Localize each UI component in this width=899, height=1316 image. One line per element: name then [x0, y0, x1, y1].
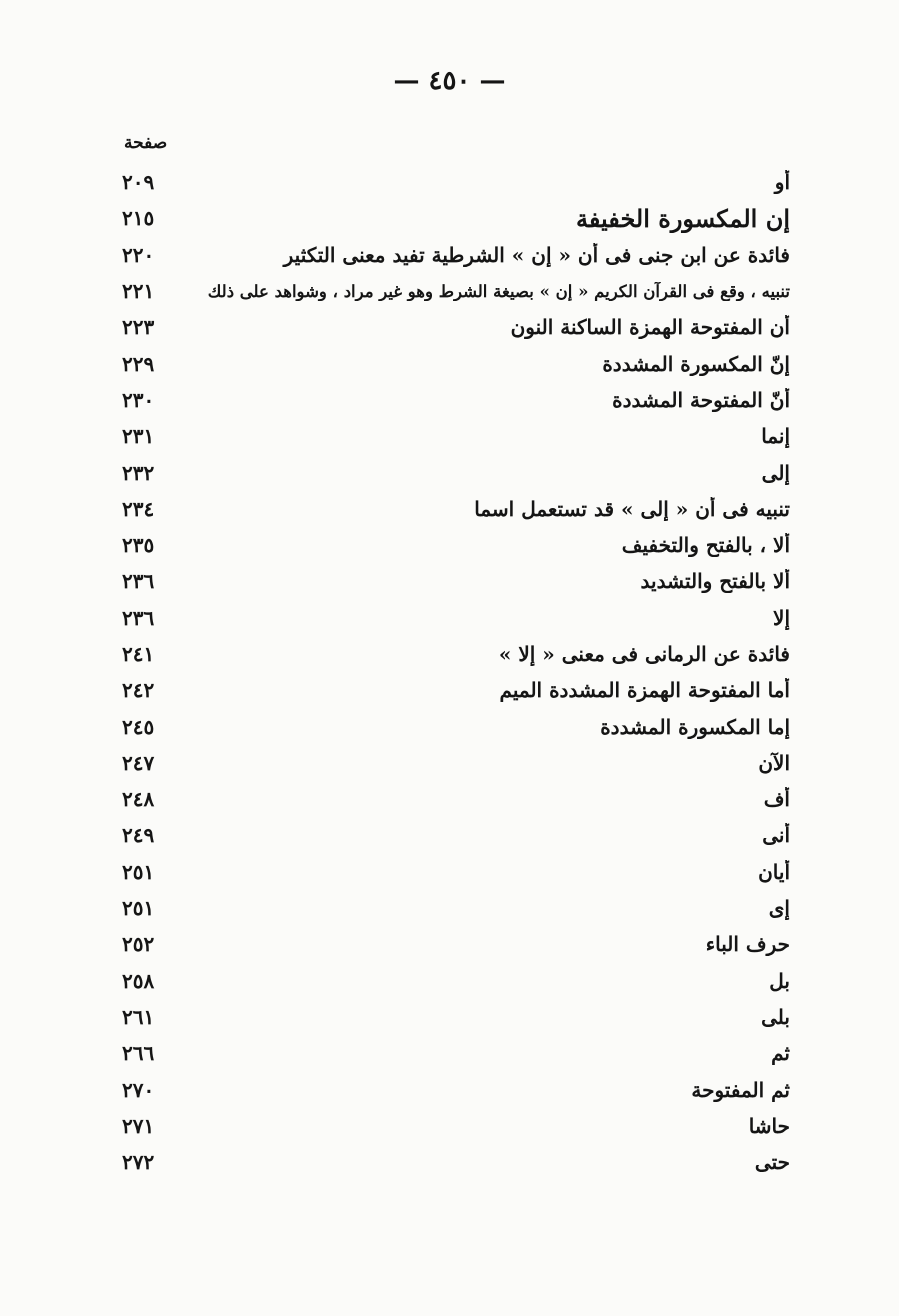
index-entry: [110, 817, 800, 853]
entry-page-number: ٢٣٦: [122, 569, 155, 594]
page-number: — ٤٥٠ —: [393, 66, 506, 96]
index-entry: [110, 200, 800, 236]
page-column-heading: صفحة: [124, 133, 168, 153]
entry-page-number: ٢٥١: [122, 859, 155, 884]
entry-title: إلى: [761, 460, 790, 485]
index-entry: [110, 636, 800, 672]
entry-title: فائدة عن الرمانى فى معنى « إلا »: [498, 642, 790, 666]
index-entry: [110, 491, 800, 527]
index-list: [110, 164, 800, 1180]
entry-title: أو: [774, 170, 790, 195]
entry-page-number: ٢٢٩: [122, 351, 155, 376]
entry-page-number: ٢٤٥: [122, 714, 155, 739]
index-entry: [110, 781, 800, 817]
entry-page-number: ٢٤١: [122, 642, 155, 666]
entry-page-number: ٢٧٢: [122, 1150, 155, 1175]
entry-title: أف: [763, 787, 790, 812]
entry-page-number: ٢٣٠: [122, 387, 155, 412]
entry-page-number: ٢٣٥: [122, 533, 155, 558]
entry-title: إلا: [773, 605, 790, 630]
entry-title: حتى: [754, 1150, 790, 1175]
entry-page-number: ٢٣٦: [122, 605, 155, 630]
index-entry: [110, 237, 800, 273]
entry-page-number: ٢٥١: [122, 896, 155, 921]
index-entry: [110, 1144, 800, 1180]
index-entry: [110, 672, 800, 708]
entry-title: تنبيه فى أن « إلى » قد تستعمل اسما: [474, 496, 790, 521]
entry-title: أن المفتوحة الهمزة الساكنة النون: [510, 315, 790, 340]
entry-title: أيان: [758, 859, 790, 884]
entry-page-number: ٢٢١: [122, 279, 155, 304]
entry-title: فائدة عن ابن جنى فى أن « إن » الشرطية تفيد معنى التكثير: [283, 242, 790, 267]
entry-page-number: ٢٢٠: [122, 242, 155, 267]
index-entry: [110, 854, 800, 890]
entry-title: تنبيه ، وقع فى القرآن الكريم « إن » بصيغة الشرط وهو غير مراد ، وشواهد على ذلك: [207, 281, 790, 301]
entry-title: بل: [769, 968, 790, 993]
entry-title: إما المكسورة المشددة: [600, 714, 790, 739]
entry-title: إنما: [761, 424, 790, 449]
entry-page-number: ٢٤٢: [122, 678, 155, 703]
entry-title: حرف الباء: [705, 932, 790, 957]
index-entry: [110, 563, 800, 599]
index-entry: [110, 527, 800, 563]
entry-title: أما المفتوحة الهمزة المشددة الميم: [499, 678, 790, 703]
entry-page-number: ٢٣٢: [122, 460, 155, 485]
entry-title: حاشا: [748, 1113, 790, 1138]
index-entry: [110, 745, 800, 781]
entry-title: ألا ، بالفتح والتخفيف: [621, 533, 790, 558]
entry-title: إى: [768, 896, 790, 921]
entry-page-number: ٢٤٩: [122, 823, 155, 848]
entry-page-number: ٢٢٣: [122, 315, 155, 340]
entry-page-number: ٢٦٦: [122, 1041, 155, 1066]
entry-page-number: ٢٣١: [122, 424, 155, 449]
index-entry: [110, 890, 800, 926]
entry-page-number: ٢٥٨: [122, 968, 155, 993]
entry-page-number: ٢٥٢: [122, 932, 155, 957]
index-entry: [110, 926, 800, 962]
entry-title: أنّ المفتوحة المشددة: [612, 387, 790, 412]
index-entry: [110, 454, 800, 490]
entry-title: إنّ المكسورة المشددة: [602, 351, 790, 376]
index-entry: [110, 963, 800, 999]
entry-page-number: ٢١٥: [122, 206, 155, 231]
index-entry: [110, 164, 800, 200]
entry-page-number: ٢٤٨: [122, 787, 155, 812]
index-entry: [110, 345, 800, 381]
index-entry: [110, 1108, 800, 1144]
index-entry: [110, 273, 800, 309]
entry-title: ألا بالفتح والتشديد: [640, 569, 790, 594]
entry-page-number: ٢٧٠: [122, 1077, 155, 1102]
entry-title: إن المكسورة الخفيفة: [576, 203, 790, 233]
entry-title: بلى: [761, 1004, 790, 1029]
entry-title: الآن: [758, 750, 790, 775]
entry-title: ثم: [771, 1041, 790, 1066]
index-entry: [110, 1071, 800, 1107]
entry-page-number: ٢٠٩: [122, 170, 155, 195]
index-entry: [110, 999, 800, 1035]
entry-page-number: ٢٣٤: [122, 496, 155, 521]
entry-title: ثم المفتوحة: [691, 1077, 790, 1102]
index-entry: [110, 1035, 800, 1071]
index-entry: [110, 708, 800, 744]
entry-page-number: ٢٤٧: [122, 750, 155, 775]
index-entry: [110, 418, 800, 454]
index-entry: [110, 309, 800, 345]
entry-title: أنى: [762, 823, 790, 848]
index-entry: [110, 382, 800, 418]
index-entry: [110, 600, 800, 636]
entry-page-number: ٢٧١: [122, 1113, 155, 1138]
entry-page-number: ٢٦١: [122, 1004, 155, 1029]
